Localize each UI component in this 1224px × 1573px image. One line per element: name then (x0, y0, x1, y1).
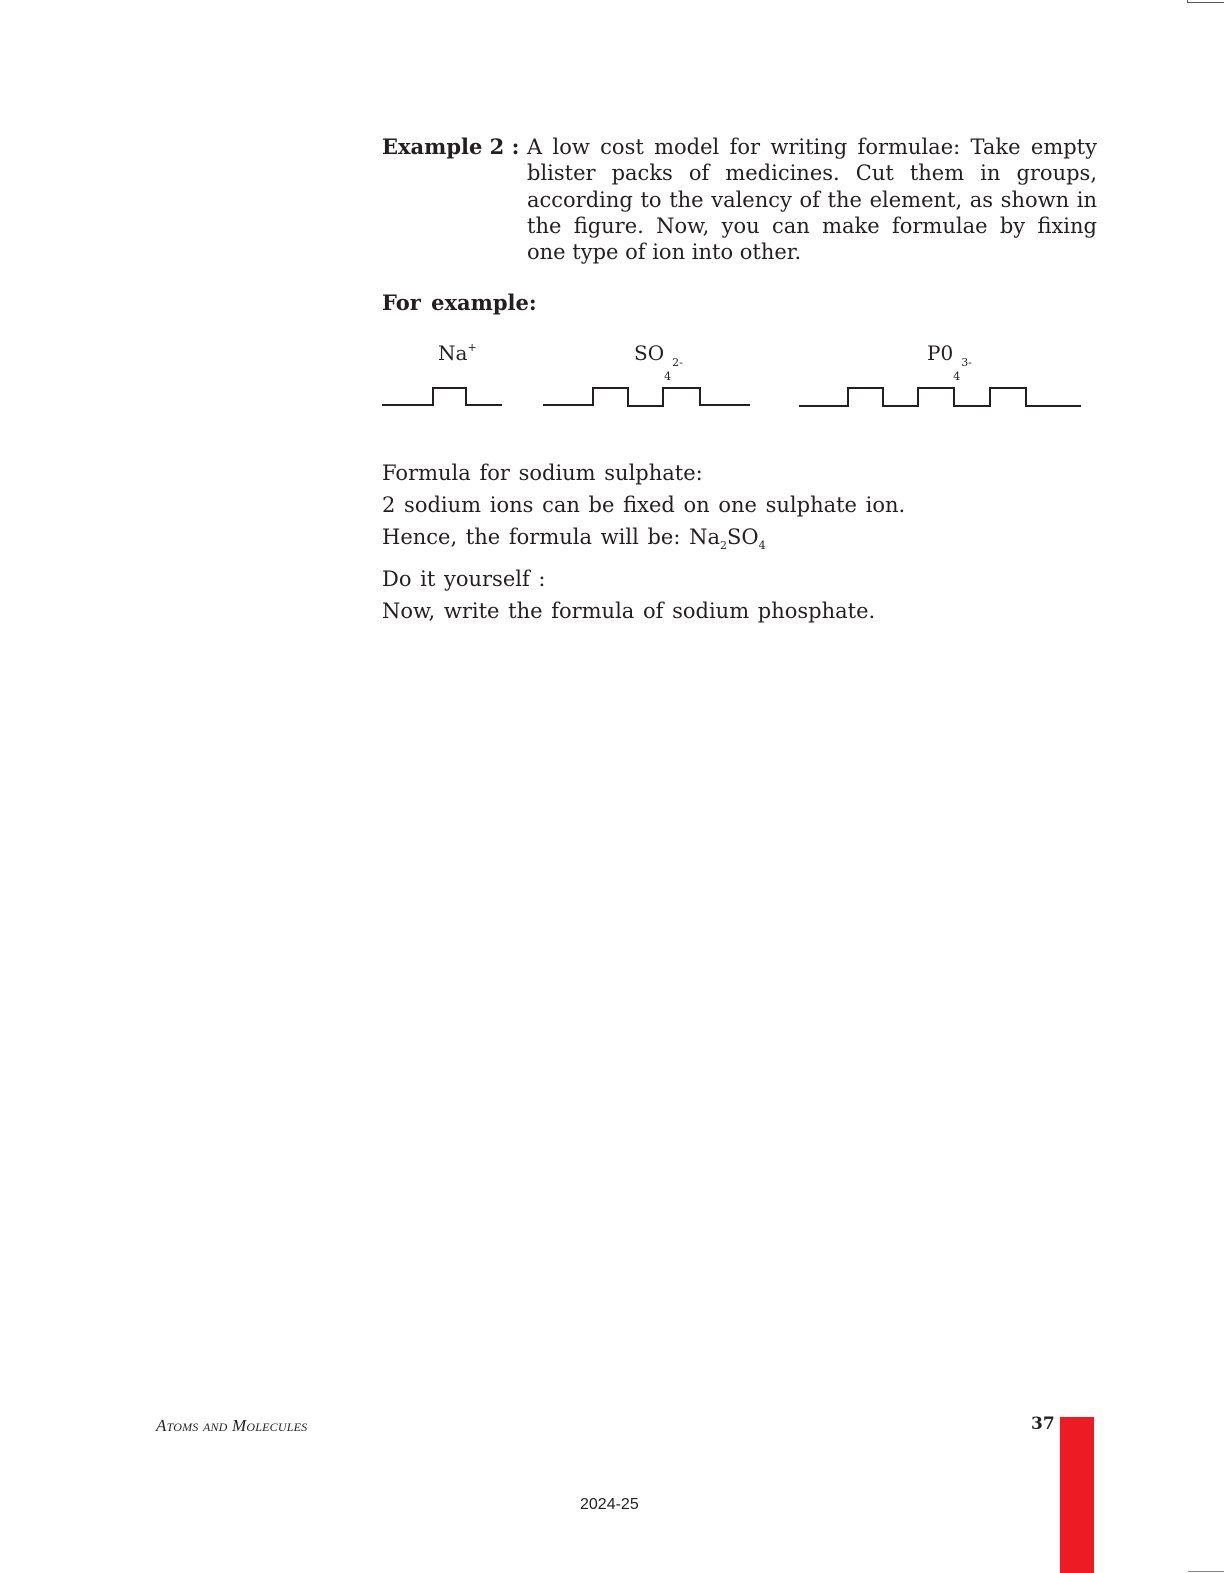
ion-charge: 2- (672, 356, 683, 369)
blister-sodium (382, 388, 502, 405)
ion-base: SO (634, 341, 665, 365)
page-number: 37 (1031, 1414, 1055, 1434)
ion-charge: 3- (961, 356, 972, 369)
line-sodium-ions: 2 sodium ions can be fixed on one sulphate ion. (382, 493, 906, 518)
line-hence-formula (382, 521, 905, 562)
line-formula-heading: Formula for sodium sulphate: (382, 461, 703, 485)
ion-subscript: 4 (664, 370, 672, 383)
ion-base: Na (438, 341, 468, 365)
explanation-lines (382, 457, 905, 627)
hence-prefix: Hence, the formula will be: (382, 525, 690, 550)
formula-so: SO (727, 525, 759, 550)
formula-na: Na (689, 525, 721, 550)
blister-sulphate (543, 388, 750, 406)
example-text: A low cost model for writing formulae: Take empty blister packs of medicines. Cut them in groups, according to the valency of the element, as shown in the figure. Now, you can make formulae by fixing one type of ion into other. (527, 135, 1097, 265)
blister-pack-figure (0, 0, 1224, 430)
chapter-title: Atoms and Molecules (156, 1416, 308, 1435)
ion-charge: + (467, 341, 477, 354)
line-sodium-phosphate: Now, write the formula of sodium phosphate. (382, 598, 876, 623)
red-accent-bar (1060, 1417, 1094, 1573)
ion-subscript: 4 (953, 370, 961, 383)
crop-mark-bottom (1188, 1571, 1224, 1572)
chemical-formula (689, 525, 766, 553)
ion-base: P0 (927, 341, 954, 365)
edition-year: 2024-25 (580, 1496, 639, 1513)
formula-sub-2: 2 (720, 539, 728, 553)
blister-phosphate (799, 388, 1081, 406)
for-example-heading: For example: (382, 290, 537, 315)
formula-sub-4: 4 (758, 539, 766, 553)
example-label: Example 2 : (382, 134, 520, 159)
line-do-it-yourself: Do it yourself : (382, 566, 546, 591)
